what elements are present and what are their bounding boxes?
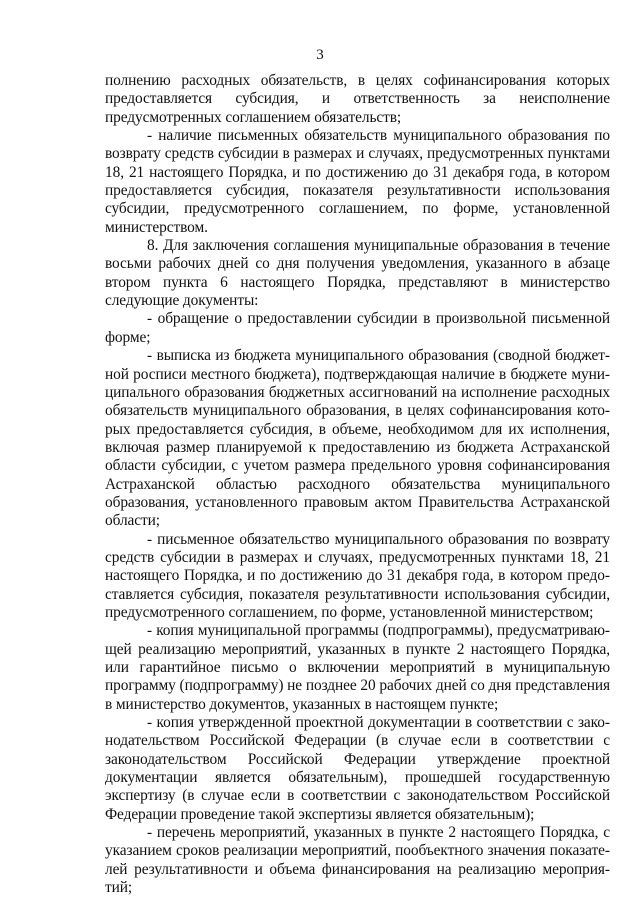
document-paragraph: - наличие письменных обязательств муниципального образования по возврату средств субсидии в размерах и случаях, предусмотренных пунктами 18, 21 настоящего Порядка, и по достижению до 31 декабря года, в котором предоставляется субсидия, показателя результативности использования субсидии, предусмотренного соглашением, по форме, установленной министерством. (105, 127, 610, 236)
page-number: 3 (316, 47, 324, 63)
document-paragraph: полнению расходных обязательств, в целях софинансирования которых предоставляется субсидия, и ответственность за неисполнение предусмотренных соглашением обязательств; (105, 72, 610, 126)
document-paragraph: - копия муниципальной программы (подпрограммы), предусматривающей реализацию мероприятий, указанных в пункте 2 настоящего Порядка, или гарантийное письмо о включении мероприятий в муниципальную программу (подпрограмму) не позднее 20 рабочих дней со дня представления в министерство документов, указанных в настоящем пункте; (105, 622, 610, 713)
document-paragraph: 8. Для заключения соглашения муниципальные образования в течение восьми рабочих дней со дня получения уведомления, указанного в абзаце втором пункта 6 настоящего Порядка, представляют в министерство следующие документы: (105, 237, 610, 310)
document-paragraph: - обращение о предоставлении субсидии в произвольной письменной форме; (105, 310, 610, 346)
document-paragraph: - письменное обязательство муниципального образования по возврату средств субсидии в размерах и случаях, предусмотренных пунктами 18, 21 настоящего Порядка, и по достижению до 31 декабря года, в котором предоставляется субсидия, показателя результативности использования субсидии, предусмотренного соглашением, по форме, установленной министерством; (105, 530, 610, 621)
document-paragraph: - перечень мероприятий, указанных в пункте 2 настоящего Порядка, с указанием сроков реализации мероприятий, пообъектного значения показателей результативности и объема финансирования на реализацию мероприятий; (105, 824, 610, 897)
document-paragraph: - копия утвержденной проектной документации в соответствии с законодательством Российской Федерации (в случае если в соответствии с законодательством Российской Федерации утверждение проектной документации является обязательным), прошедшей государственную экспертизу (в случае если в соответствии с законодательством Российской Федерации проведение такой экспертизы является обязательным); (105, 714, 610, 823)
document-body (105, 72, 610, 897)
document-paragraph: - выписка из бюджета муниципального образования (сводной бюджетной росписи местного бюджета), подтверждающая наличие в бюджете муниципального образования бюджетных ассигнований на исполнение расходных обязательств муниципального образования, в целях софинансирования которых предоставляется субсидия, в объеме, необходимом для их исполнения, включая размер планируемой к предоставлению из бюджета Астраханской области субсидии, с учетом размера предельного уровня софинансирования Астраханской областью расходного обязательства муниципального образования, установленного правовым актом Правительства Астраханской области; (105, 347, 610, 530)
